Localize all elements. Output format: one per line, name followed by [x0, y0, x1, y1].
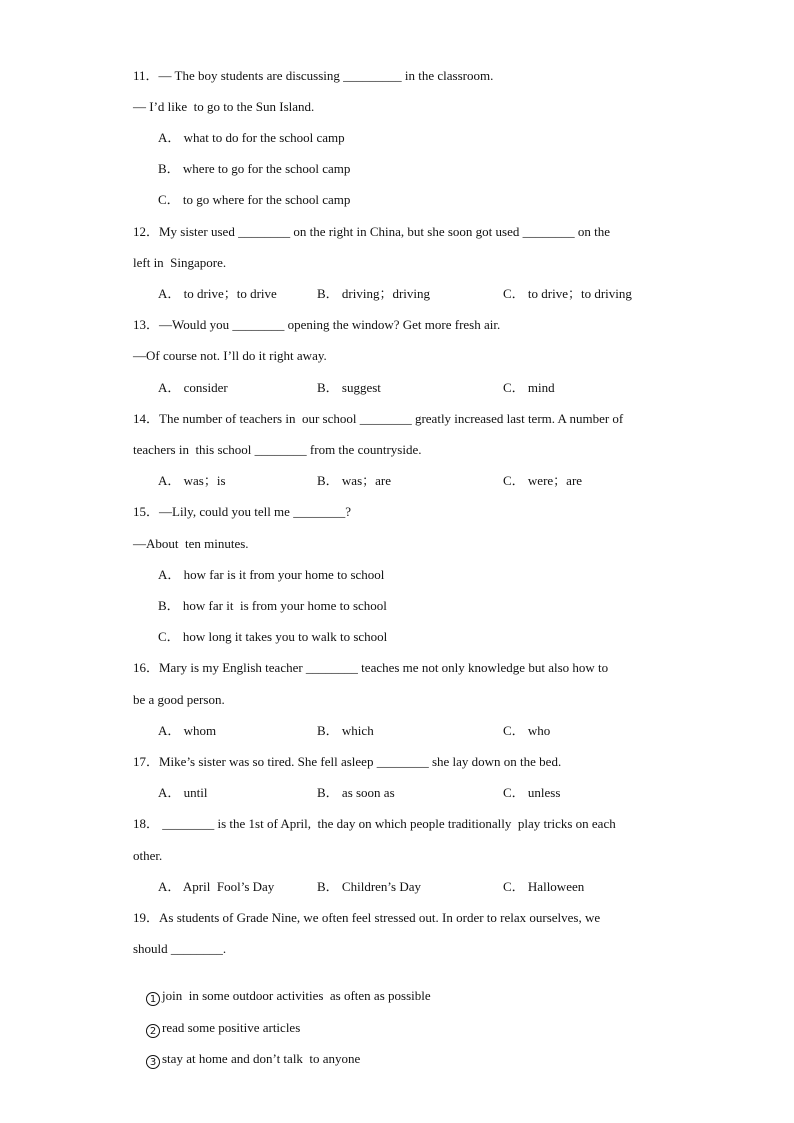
q11-option-c: C． to go where for the school camp	[158, 192, 351, 207]
circled-number-2: 2	[146, 1024, 160, 1038]
q13-option-c: C． mind	[503, 380, 555, 395]
q15-stem: 15．—Lily, could you tell me ________?	[133, 504, 351, 519]
q18-stem-continued: other.	[133, 848, 163, 863]
q12-option-b: B． driving；driving	[317, 286, 431, 301]
q15-stem-continued: —About ten minutes.	[133, 536, 249, 551]
q13-option-a: A． consider	[158, 380, 228, 395]
q16-stem-continued: be a good person.	[133, 692, 225, 707]
q19-item-2-text: read some positive articles	[162, 1020, 301, 1035]
q12-option-a: A． to drive；to drive	[158, 286, 277, 301]
q17-stem: 17．Mike’s sister was so tired. She fell asleep ________ she lay down on the bed.	[133, 754, 562, 769]
q11-option-a: A． what to do for the school camp	[158, 130, 345, 145]
q12-stem: 12．My sister used ________ on the right in China, but she soon got used ________ on the	[133, 224, 611, 239]
q18-option-b: B． Children’s Day	[317, 879, 421, 894]
q16-option-b: B． which	[317, 723, 374, 738]
q17-option-c: C． unless	[503, 785, 561, 800]
q14-stem: 14．The number of teachers in our school ________ greatly increased last term. A number of	[133, 411, 624, 426]
q11-option-b: B． where to go for the school camp	[158, 161, 351, 176]
q11-stem: 11．— The boy students are discussing _________ in the classroom.	[133, 68, 494, 83]
q15-option-b: B． how far it is from your home to school	[158, 598, 387, 613]
q17-option-a: A． until	[158, 785, 208, 800]
q13-option-b: B． suggest	[317, 380, 381, 395]
q14-option-b: B． was；are	[317, 473, 392, 488]
q18-option-a: A． April Fool’s Day	[158, 879, 275, 894]
circled-number-3: 3	[146, 1055, 160, 1069]
q17-option-b: B． as soon as	[317, 785, 395, 800]
q11-stem-continued: — I’d like to go to the Sun Island.	[133, 99, 315, 114]
q12-stem-continued: left in Singapore.	[133, 255, 227, 270]
q14-option-a: A． was；is	[158, 473, 226, 488]
q19-item-3-text: stay at home and don’t talk to anyone	[162, 1051, 361, 1066]
q19-item-1-text: join in some outdoor activities as often as possible	[162, 988, 431, 1003]
q14-stem-continued: teachers in this school ________ from the countryside.	[133, 442, 422, 457]
q14-option-c: C． were；are	[503, 473, 583, 488]
q12-option-c: C． to drive；to driving	[503, 286, 632, 301]
q16-stem: 16．Mary is my English teacher ________ teaches me not only knowledge but also how to	[133, 660, 609, 675]
q19-item-3	[133, 1035, 360, 1085]
q16-option-c: C． who	[503, 723, 551, 738]
q18-stem: 18． ________ is the 1st of April, the day on which people traditionally play tricks on each	[133, 816, 616, 831]
q19-stem: 19．As students of Grade Nine, we often feel stressed out. In order to relax ourselves, we	[133, 910, 601, 925]
circled-number-1: 1	[146, 992, 160, 1006]
q15-option-a: A． how far is it from your home to school	[158, 567, 385, 582]
q18-option-c: C． Halloween	[503, 879, 585, 894]
q16-option-a: A． whom	[158, 723, 217, 738]
q15-option-c: C． how long it takes you to walk to school	[158, 629, 388, 644]
q13-stem-continued: —Of course not. I’ll do it right away.	[133, 348, 327, 363]
q13-stem: 13．—Would you ________ opening the window? Get more fresh air.	[133, 317, 501, 332]
q19-stem-continued: should ________.	[133, 941, 227, 956]
